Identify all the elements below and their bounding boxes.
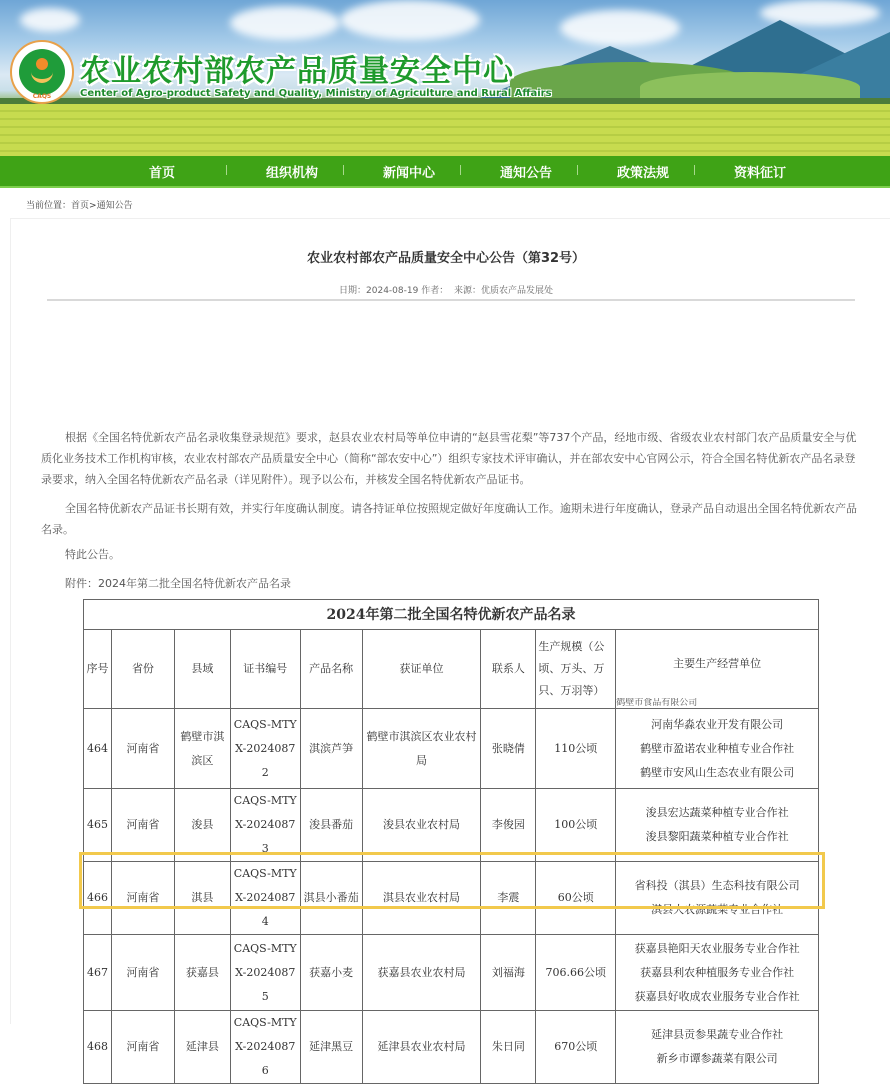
- cell-county: 获嘉县: [174, 935, 230, 1011]
- producer-item: 新乡市谭参蔬菜有限公司: [656, 1052, 778, 1065]
- cell-product: 淇滨芦笋: [300, 709, 362, 789]
- source-label: 来源：: [453, 286, 481, 296]
- nav-label: 组织机构: [266, 165, 319, 181]
- caqs-logo[interactable]: [10, 40, 74, 104]
- cell-no: 468: [84, 1011, 112, 1084]
- nav-label: 政策法规: [617, 165, 670, 181]
- header-cert: 证书编号: [230, 630, 300, 709]
- article-paragraph: 根据《全国名特优新农产品名录收集登录规范》要求，赵县农业农村局等单位申请的“赵县雪花梨”等737个产品，经地市级、省级农业农村部门农产品质量安全与优质化业务技术工作机构审核，农业农村部农产品质量安全中心（简称“部农安中心”）组织专家技术评审确认，并在部农安中心官网公示，符合全国名特优新农产品名录登录要求，纳入全国名特优新农产品名录（详见附件）。现予以公布，并核发全国名特优新农产品证书。: [41, 431, 857, 486]
- nav-item-news[interactable]: [380, 162, 497, 181]
- article-paragraph: 全国名特优新农产品证书长期有效，并实行年度确认制度。请各持证单位按照规定做好年度确认工作。逾期未进行年度确认，登录产品自动退出全国名特优新农产品名录。: [41, 502, 857, 536]
- cell-no: 464: [84, 709, 112, 789]
- site-subtitle: Center of Agro-product Safety and Quality, Ministry of Agriculture and Rural Affairs: [80, 88, 552, 99]
- main-nav: [0, 156, 890, 188]
- producer-item: 浚县宏达蔬菜种植专业合作社: [645, 806, 789, 819]
- cell-province: 河南省: [111, 935, 174, 1011]
- nav-label: 新闻中心: [383, 165, 436, 181]
- breadcrumb-current-link[interactable]: 通知公告: [96, 201, 133, 211]
- header-province: 省份: [111, 630, 174, 709]
- cell-scale: 706.66公顷: [536, 935, 616, 1011]
- cell-contact: 刘福海: [481, 935, 536, 1011]
- cell-product: 浚县番茄: [300, 789, 362, 862]
- table-row: [84, 935, 819, 1011]
- producer-item: 鹤壁市安风山生态农业有限公司: [640, 765, 795, 779]
- article-container: [10, 218, 890, 1077]
- cell-scale: 60公顷: [536, 862, 616, 935]
- cell-contact: 李震: [481, 862, 536, 935]
- cell-province: 河南省: [111, 1011, 174, 1084]
- cell-producers: [616, 709, 819, 789]
- cell-cert: CAQS-MTYX-20240876: [230, 1011, 300, 1084]
- cell-cert: CAQS-MTYX-20240874: [230, 862, 300, 935]
- cloud-decoration: [230, 6, 340, 40]
- cell-contact: 李俊园: [481, 789, 536, 862]
- cell-unit: 延津县农业农村局: [362, 1011, 481, 1084]
- cell-cert: CAQS-MTYX-20240872: [230, 709, 300, 789]
- cell-product: 淇县小番茄: [300, 862, 362, 935]
- cell-scale: 100公顷: [536, 789, 616, 862]
- producer-item: 获嘉县艳阳天农业服务专业合作社: [634, 941, 800, 955]
- producer-item: 延津县贡参果蔬专业合作社: [651, 1028, 784, 1041]
- breadcrumb: [26, 198, 133, 211]
- cell-scale: 670公顷: [536, 1011, 616, 1084]
- cell-county: 浚县: [174, 789, 230, 862]
- cell-product: 延津黑豆: [300, 1011, 362, 1084]
- header-producers: [616, 630, 819, 709]
- cell-cert: CAQS-MTYX-20240875: [230, 935, 300, 1011]
- producer-item: 获嘉县好收成农业服务专业合作社: [634, 989, 800, 1003]
- nav-label: 资料征订: [734, 165, 787, 181]
- cell-contact: 朱日同: [481, 1011, 536, 1084]
- producer-item: 省科投（淇县）生态科技有限公司: [634, 879, 800, 892]
- producer-item: 淇县大农源蔬菜专业合作社: [651, 903, 784, 916]
- header-producers-label: 主要生产经营单位: [673, 657, 762, 670]
- attachment-line: 附件：2024年第二批全国名特优新农产品名录: [65, 577, 291, 590]
- table-row: [84, 789, 819, 862]
- nav-item-home[interactable]: [146, 162, 263, 181]
- cloud-decoration: [340, 0, 480, 40]
- cell-county: 淇县: [174, 862, 230, 935]
- cell-no: 466: [84, 862, 112, 935]
- nav-item-materials[interactable]: [731, 162, 848, 181]
- article-paragraph: 特此公告。: [65, 548, 120, 561]
- cell-province: 河南省: [111, 862, 174, 935]
- breadcrumb-prefix: 当前位置：: [26, 201, 72, 211]
- table-row-highlighted: [84, 862, 819, 935]
- cell-province: 河南省: [111, 789, 174, 862]
- nav-label: 通知公告: [500, 165, 553, 181]
- table-caption: 2024年第二批全国名特优新农产品名录: [84, 600, 819, 630]
- cell-producers: [616, 1011, 819, 1084]
- header-contact: 联系人: [481, 630, 536, 709]
- source-value: 优质农产品发展处: [480, 286, 553, 296]
- producer-item: 获嘉县利农种植服务专业合作社: [640, 965, 795, 979]
- table-row: [84, 709, 819, 789]
- nav-divider: [226, 165, 227, 175]
- table-header-row: [84, 630, 819, 709]
- nav-divider: [694, 165, 695, 175]
- cell-producers: [616, 862, 819, 935]
- date-label: 日期：: [339, 286, 367, 296]
- cell-no: 465: [84, 789, 112, 862]
- header-product: 产品名称: [300, 630, 362, 709]
- header-no: 序号: [84, 630, 112, 709]
- nav-label: 首页: [149, 165, 176, 181]
- product-list-table-wrapper: [83, 599, 819, 1084]
- cell-scale: 110公顷: [536, 709, 616, 789]
- cell-product: 获嘉小麦: [300, 935, 362, 1011]
- cell-contact: 张晓倩: [481, 709, 536, 789]
- cell-county: 鹤壁市淇滨区: [174, 709, 230, 789]
- date-value: 2024-08-19: [366, 286, 419, 296]
- title-divider: [47, 299, 855, 301]
- nav-divider: [577, 165, 578, 175]
- cell-province: 河南省: [111, 709, 174, 789]
- logo-emblem-icon: [19, 49, 65, 95]
- producer-item: 浚县黎阳蔬菜种植专业合作社: [645, 830, 789, 843]
- header-county: 县域: [174, 630, 230, 709]
- cloud-decoration: [20, 8, 80, 32]
- product-list-table: [83, 599, 819, 1084]
- article-title: 农业农村部农产品质量安全中心公告（第32号）: [306, 251, 586, 266]
- author-label: 作者：: [421, 286, 449, 296]
- cell-producers: [616, 935, 819, 1011]
- cell-unit: 浚县农业农村局: [362, 789, 481, 862]
- producer-item: 鹤壁市盈诺农业种植专业合作社: [640, 741, 795, 755]
- cutoff-text: 鹤壁市食品有限公司: [616, 698, 698, 708]
- nav-item-organization[interactable]: [263, 162, 380, 181]
- cell-unit: 淇县农业农村局: [362, 862, 481, 935]
- breadcrumb-home-link[interactable]: 首页: [71, 201, 90, 211]
- cell-unit: 鹤壁市淇滨区农业农村局: [362, 709, 481, 789]
- cell-no: 467: [84, 935, 112, 1011]
- article-meta: [11, 283, 881, 296]
- producer-item: 河南华淼农业开发有限公司: [651, 717, 784, 731]
- header-banner: [0, 0, 890, 156]
- cell-unit: 获嘉县农业农村局: [362, 935, 481, 1011]
- nav-item-policies[interactable]: [614, 162, 731, 181]
- header-scale: 生产规模（公顷、万头、万只、万羽等）: [536, 630, 616, 709]
- site-title: 农业农村部农产品质量安全中心: [80, 54, 514, 89]
- header-unit: 获证单位: [362, 630, 481, 709]
- rice-field-decoration: [0, 104, 890, 156]
- nav-divider: [343, 165, 344, 175]
- cell-county: 延津县: [174, 1011, 230, 1084]
- cell-producers: [616, 789, 819, 862]
- nav-divider: [460, 165, 461, 175]
- breadcrumb-separator: >: [89, 201, 97, 211]
- logo-text: CAQS: [32, 93, 52, 100]
- nav-item-notices[interactable]: [497, 162, 614, 181]
- cell-cert: CAQS-MTYX-20240873: [230, 789, 300, 862]
- table-row: [84, 1011, 819, 1084]
